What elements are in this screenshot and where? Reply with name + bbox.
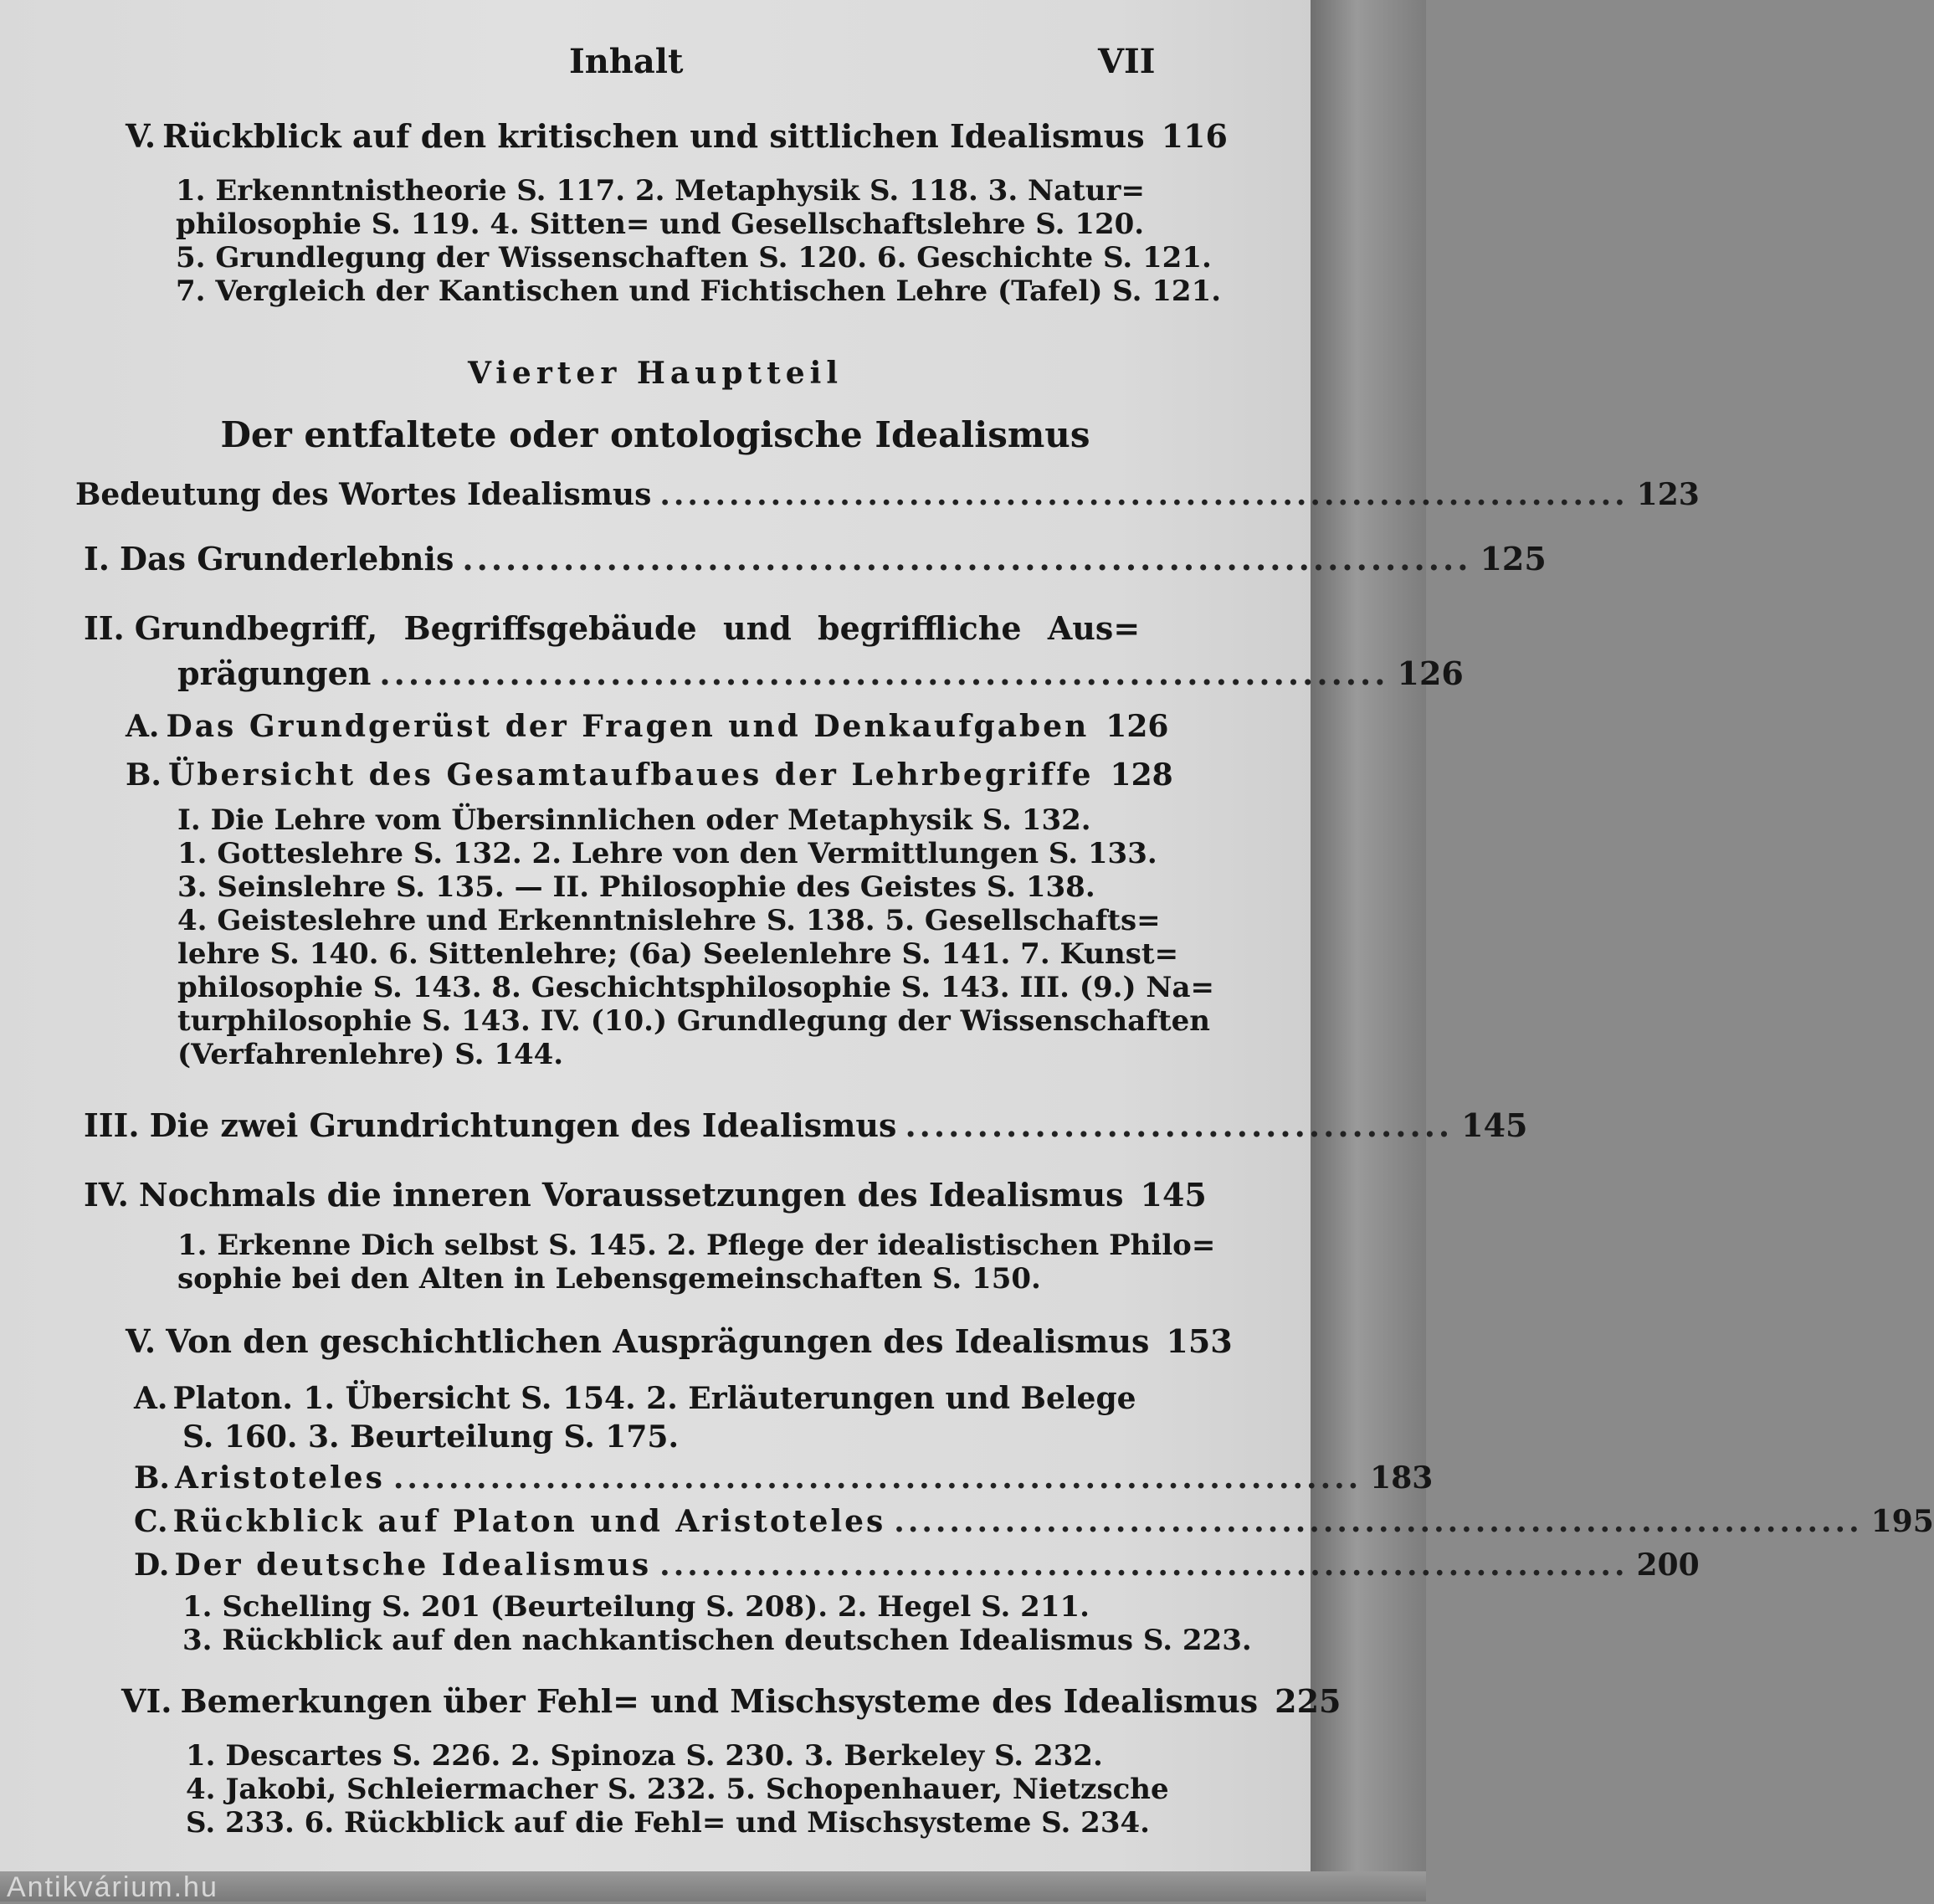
subtopic-line: S. 233. 6. Rückblick auf die Fehl= und Mischsysteme S. 234.	[186, 1806, 1150, 1840]
toc-entry-v-rueckblick	[126, 117, 1228, 155]
leader-dots: ......................................................................	[392, 1460, 1362, 1496]
entry-number: VI.	[121, 1682, 172, 1720]
entry-title-cont: prägungen	[177, 654, 372, 692]
toc-entry-ch4	[84, 1176, 1207, 1214]
entry-title: Das Grunderlebnis	[120, 540, 454, 577]
entry-page: 225	[1275, 1682, 1341, 1720]
entry-title: Übersicht des Gesamtaufbaues der Lehrbegriffe	[167, 757, 1094, 793]
entry-page: 145	[1140, 1176, 1207, 1214]
entry-page: 153	[1166, 1322, 1233, 1360]
entry-letter: B.	[134, 1460, 170, 1496]
entry-page: 126	[1106, 709, 1169, 744]
entry-page: 123	[1636, 477, 1700, 512]
entry-number: I.	[84, 540, 110, 577]
subtopic-line: lehre S. 140. 6. Sittenlehre; (6a) Seelenlehre S. 141. 7. Kunst=	[177, 937, 1179, 971]
entry-subtopics	[177, 1229, 1216, 1296]
entry-title: Der deutsche Idealismus	[174, 1547, 652, 1583]
toc-entry-ch2-b	[126, 757, 1173, 793]
entry-title: Das Grundgerüst der Fragen und Denkaufgaben	[166, 709, 1090, 744]
toc-entry-ch5-a	[134, 1381, 1136, 1416]
subtopic-line: 7. Vergleich der Kantischen und Fichtischen Lehre (Tafel) S. 121.	[176, 275, 1222, 308]
leader-dots: ......................................................................	[894, 1504, 1863, 1539]
running-header-title: Inhalt	[569, 42, 684, 81]
subtopic-line: 1. Schelling S. 201 (Beurteilung S. 208). 2. Hegel S. 211.	[182, 1590, 1090, 1624]
part-title: Der entfaltete oder ontologische Idealismus	[220, 414, 1090, 455]
entry-title: Die zwei Grundrichtungen des Idealismus	[149, 1106, 897, 1144]
entry-title: Rückblick auf den kritischen und sittlichen Idealismus	[162, 117, 1145, 155]
watermark: Antikvárium.hu	[7, 1871, 218, 1903]
subtopic-line: 5. Grundlegung der Wissenschaften S. 120. 6. Geschichte S. 121.	[176, 241, 1212, 275]
subtopic-line: philosophie S. 119. 4. Sitten= und Gesellschaftslehre S. 120.	[176, 208, 1145, 241]
toc-entry-ch2-a	[126, 709, 1169, 744]
toc-entry-ch1	[84, 540, 1547, 577]
leader-dots: ......................................................................	[379, 654, 1389, 692]
toc-entry-ch3	[84, 1106, 1528, 1144]
part-label: Vierter Hauptteil	[467, 356, 844, 391]
subtopic-line: 4. Geisteslehre und Erkenntnislehre S. 138. 5. Gesellschafts=	[177, 904, 1161, 937]
toc-entry-ch5	[126, 1322, 1233, 1360]
entry-title: Aristoteles	[174, 1460, 385, 1496]
entry-number: V.	[126, 117, 156, 155]
entry-number: II.	[84, 609, 125, 647]
entry-page: 125	[1480, 540, 1547, 577]
toc-entry-ch2	[84, 609, 1141, 647]
entry-title: Bemerkungen über Fehl= und Mischsysteme des Idealismus	[180, 1682, 1259, 1720]
running-header-page: VII	[1098, 42, 1156, 81]
entry-number: IV.	[84, 1176, 129, 1214]
leader-dots: ......................................................................	[462, 540, 1472, 577]
subtopic-line: 1. Gotteslehre S. 132. 2. Lehre von den Vermittlungen S. 133.	[177, 837, 1157, 870]
toc-entry-ch5-b	[134, 1460, 1434, 1496]
subtopic-line: 1. Descartes S. 226. 2. Spinoza S. 230. 3. Berkeley S. 232.	[186, 1739, 1103, 1773]
entry-page: 126	[1397, 654, 1464, 692]
entry-letter: B.	[126, 757, 162, 793]
entry-title: Grundbegriff, Begriffsgebäude und begriffliche Aus=	[134, 609, 1141, 647]
entry-title: Rückblick auf Platon und Aristoteles	[172, 1504, 886, 1539]
entry-letter: D.	[134, 1547, 170, 1583]
entry-page: 200	[1636, 1547, 1700, 1583]
entry-letter: A.	[126, 709, 160, 744]
subtopic-line: 3. Seinslehre S. 135. — II. Philosophie des Geistes S. 138.	[177, 870, 1095, 904]
entry-subtopics	[186, 1739, 1169, 1840]
entry-title: Nochmals die inneren Voraussetzungen des Idealismus	[138, 1176, 1124, 1214]
subtopic-line: 3. Rückblick auf den nachkantischen deutschen Idealismus S. 223.	[182, 1624, 1252, 1657]
entry-page: 195	[1870, 1504, 1934, 1539]
entry-page: 116	[1161, 117, 1228, 155]
entry-title: Platon. 1. Übersicht S. 154. 2. Erläuterungen und Belege	[172, 1381, 1136, 1416]
subtopic-line: turphilosophie S. 143. IV. (10.) Grundlegung der Wissenschaften	[177, 1004, 1210, 1038]
page-edge-shadow	[1311, 0, 1426, 1901]
entry-number: V.	[126, 1322, 156, 1360]
entry-subtopics	[176, 174, 1222, 308]
toc-entry-ch6	[121, 1682, 1341, 1720]
subtopic-line: 1. Erkenntnistheorie S. 117. 2. Metaphysik S. 118. 3. Natur=	[176, 174, 1145, 208]
entry-title: Bedeutung des Wortes Idealismus	[75, 477, 652, 512]
entry-page: 145	[1461, 1106, 1528, 1144]
entry-subtopics	[182, 1590, 1252, 1657]
toc-entry-intro	[75, 477, 1700, 512]
entry-title: Von den geschichtlichen Ausprägungen des Idealismus	[166, 1322, 1150, 1360]
subtopic-line: I. Die Lehre vom Übersinnlichen oder Metaphysik S. 132.	[177, 803, 1091, 837]
entry-letter: A.	[134, 1381, 168, 1416]
subtopic-line: philosophie S. 143. 8. Geschichtsphilosophie S. 143. III. (9.) Na=	[177, 971, 1214, 1004]
subtopic-line: 1. Erkenne Dich selbst S. 145. 2. Pflege der idealistischen Philo=	[177, 1229, 1216, 1262]
leader-dots: ......................................................................	[659, 1547, 1629, 1583]
toc-entry-ch5-a-cont	[182, 1419, 1103, 1455]
toc-entry-ch5-c	[134, 1504, 1934, 1539]
toc-entry-ch5-d	[134, 1547, 1700, 1583]
entry-page: 183	[1370, 1460, 1434, 1496]
subtopic-line: sophie bei den Alten in Lebensgemeinschaften S. 150.	[177, 1262, 1041, 1296]
entry-page: 128	[1110, 757, 1173, 793]
entry-number: III.	[84, 1106, 140, 1144]
entry-title-cont: S. 160. 3. Beurteilung S. 175.	[182, 1419, 679, 1455]
entry-subtopics	[177, 803, 1214, 1071]
toc-entry-ch2-cont	[177, 654, 1464, 692]
entry-letter: C.	[134, 1504, 168, 1539]
leader-dots: ......................................	[905, 1106, 1454, 1144]
subtopic-line: (Verfahrenlehre) S. 144.	[177, 1038, 564, 1071]
leader-dots: ......................................................................	[659, 477, 1629, 512]
subtopic-line: 4. Jakobi, Schleiermacher S. 232. 5. Schopenhauer, Nietzsche	[186, 1773, 1169, 1806]
